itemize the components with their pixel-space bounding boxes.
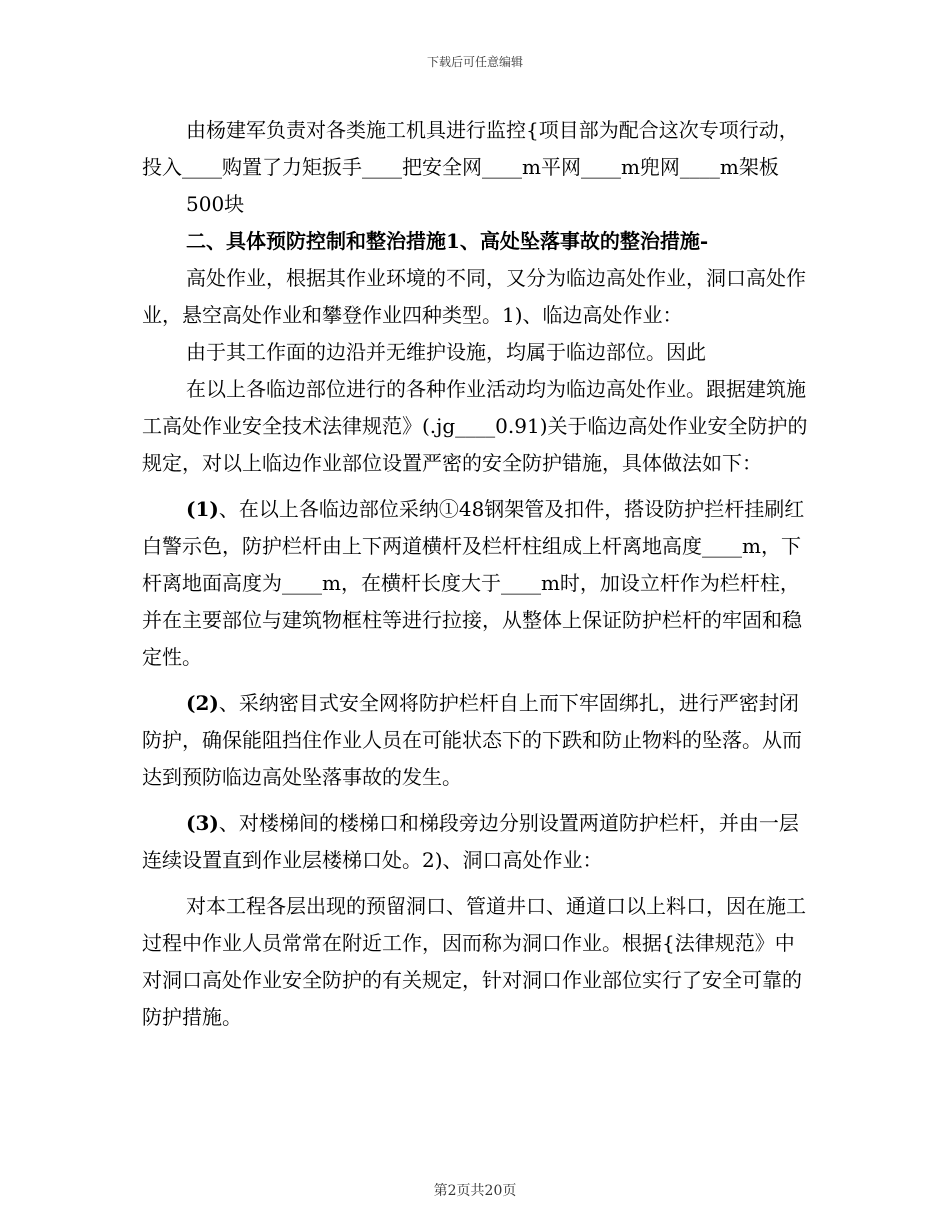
paragraph-quantity: 500块 [186, 192, 245, 216]
paragraph-measure-1 [142, 491, 810, 676]
measure-1-number: (1) [186, 497, 219, 521]
paragraph-edge-intro: 由于其工作面的边沿并无维护设施，均属于临边部位。因此 [186, 340, 706, 364]
paragraph-opening-work: 对本工程各层出现的预留洞口、管道井口、通道口以上料口，因在施工过程中作业人员常常在附近工作，因而称为洞口作业。根据{法律规范》中对洞口高处作业安全防护的有关规定，针对洞口作业部位实行了安全可靠的防护措施。 [142, 894, 806, 1029]
measure-3-number: (3) [186, 811, 219, 835]
measure-3-text: 、对楼梯间的楼梯口和梯段旁边分别设置两道防护栏杆，并由一层连续设置直到作业层楼梯口处。2)、洞口高处作业： [142, 811, 799, 872]
paragraph-monitoring: 由杨建军负责对各类施工机具进行监控{项目部为配合这次专项行动，投入____购置了力矩扳手____把安全网____m平网____m兜网____m架板 [142, 118, 799, 179]
measure-1-text: 、在以上各临边部位采纳①48钢架管及扣件，搭设防护拦杆挂刷红白警示色，防护栏杆由上下两道横杆及栏杆柱组成上杆离地高度____m，下杆离地面高度为____m，在横杆长度大于____m时，加设立杆作为栏杆柱，并在主要部位与建筑物框柱等进行拉接，从整体上保证防护栏杆的牢固和稳定性。 [142, 497, 805, 669]
paragraph-measure-2 [142, 685, 810, 796]
paragraph-edge-standard: 在以上各临边部位进行的各种作业活动均为临边高处作业。跟据建筑施工高处作业安全技术法律规范》(.jg____0.91)关于临边高处作业安全防护的规定，对以上临边作业部位设置严密的安全防护错施，具体做法如下： [142, 377, 808, 475]
document-body [142, 112, 810, 1036]
paragraph-measure-3 [142, 805, 810, 879]
measure-2-number: (2) [186, 691, 219, 715]
paragraph-work-types: 高处作业，根据其作业环境的不同，又分为临边高处作业，洞口高处作业，悬空高处作业和攀登作业四种类型。1)、临边高处作业： [142, 266, 806, 327]
page-header: 下载后可任意编辑 [426, 55, 523, 69]
page-footer: 第2页共20页 [433, 1183, 517, 1199]
measure-2-text: 、采纳密目式安全网将防护栏杆自上而下牢固绑扎，进行严密封闭防护，确保能阻挡住作业人员在可能状态下的下跌和防止物料的坠落。从而达到预防临边高处坠落事故的发生。 [142, 691, 802, 789]
section-heading: 二、具体预防控制和整治措施1、高处坠落事故的整治措施- [186, 229, 709, 253]
